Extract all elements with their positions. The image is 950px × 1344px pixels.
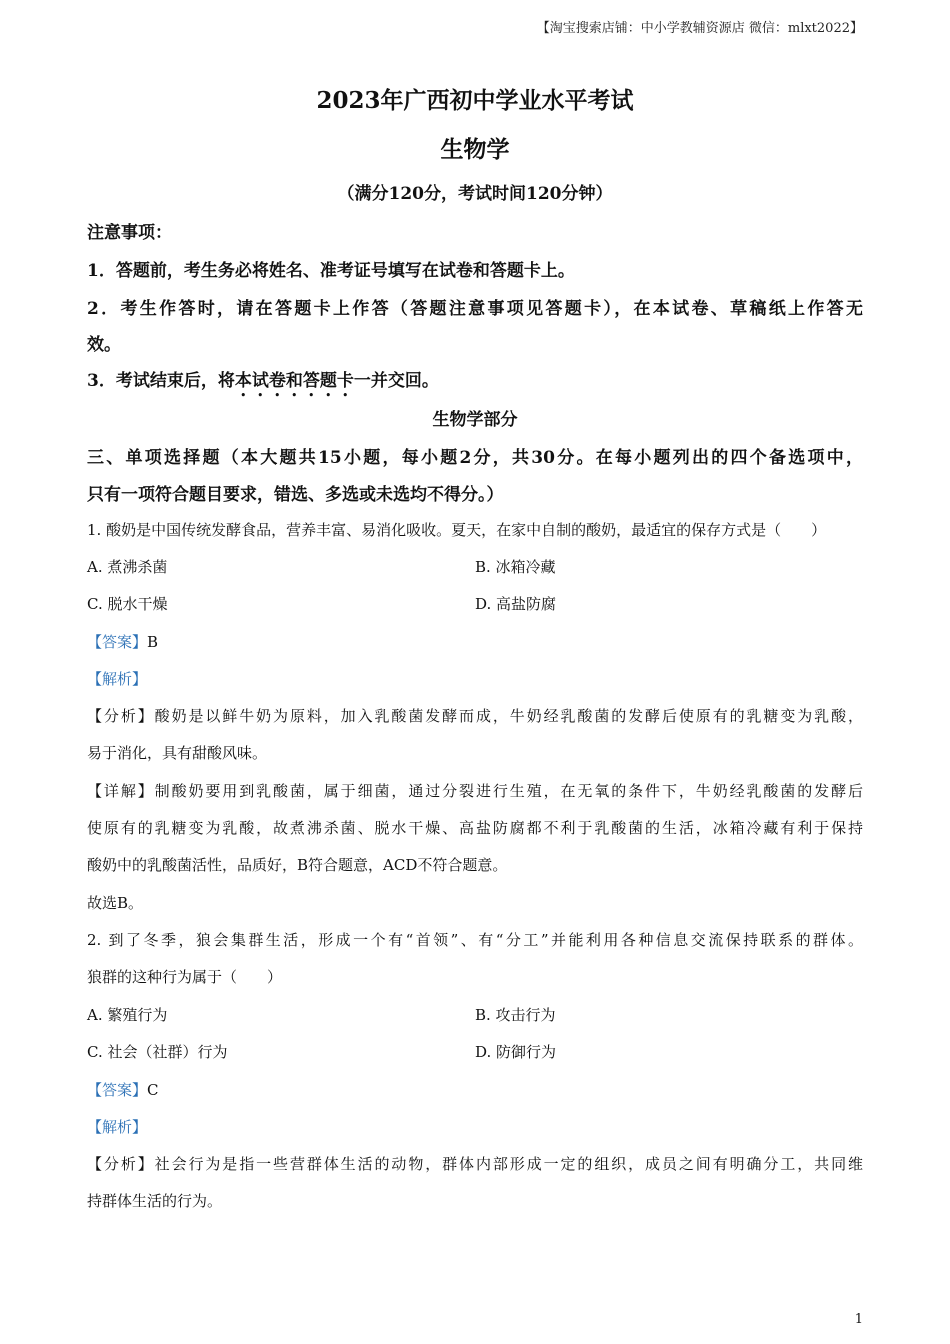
note-item-1: 1．答题前，考生务必将姓名、准考证号填写在试卷和答题卡上。	[87, 261, 575, 281]
answer-tag: 【答案】	[87, 633, 148, 651]
q1-stem: 1. 酸奶是中国传统发酵食品，营养丰富、易消化吸收。夏天，在家中自制的酸奶，最适宜的保存方式是（ ）	[87, 521, 827, 539]
q2-option-b: B. 攻击行为	[475, 1006, 556, 1024]
q1-fenxi	[87, 705, 863, 726]
q2-option-a: A. 繁殖行为	[87, 1006, 168, 1024]
note-item-3-emphasis: 本试卷和答题卡	[234, 371, 354, 391]
q2-option-d: D. 防御行为	[475, 1043, 557, 1061]
q2-answer	[87, 1079, 863, 1100]
q1-conclusion: 故选B。	[87, 894, 144, 912]
q2-stem-cont: 狼群的这种行为属于（ ）	[87, 968, 283, 986]
q1-option-b: B. 冰箱冷藏	[475, 558, 556, 576]
note-item-2: 2．考生作答时，请在答题卡上作答（答题注意事项见答题卡），在本试卷、草稿纸上作答无	[87, 299, 863, 319]
score-time-info: （满分120分，考试时间120分钟）	[337, 184, 613, 204]
notes-heading: 注意事项：	[87, 223, 172, 243]
answer-value: B	[147, 633, 159, 651]
q1-xiangjie	[87, 780, 863, 801]
q1-fenxi-cont: 易于消化，具有甜酸风味。	[87, 744, 268, 762]
answer-value: C	[147, 1081, 159, 1099]
note-item-2-cont: 效。	[87, 335, 121, 355]
q1-xiangjie-cont-1: 使原有的乳糖变为乳酸，故煮沸杀菌、脱水干燥、高盐防腐都不利于乳酸菌的生活，冰箱冷藏有利于保持	[87, 819, 863, 837]
q1-option-a: A. 煮沸杀菌	[87, 558, 168, 576]
q2-option-c: C. 社会（社群）行为	[87, 1043, 228, 1061]
note-item-3-pre: 3．考试结束后，将	[87, 371, 235, 391]
answer-tag: 【答案】	[87, 1081, 148, 1099]
q1-option-c: C. 脱水干燥	[87, 595, 168, 613]
exam-title: 2023年广西初中学业水平考试	[316, 87, 634, 114]
q1-jiexi-tag: 【解析】	[87, 670, 148, 688]
q2-fenxi	[87, 1153, 863, 1174]
xiangjie-text: 制酸奶要用到乳酸菌，属于细菌，通过分裂进行生殖，在无氧的条件下，牛奶经乳酸菌的发酵后	[154, 782, 863, 800]
xiangjie-tag: 【详解】	[87, 782, 155, 800]
q1-option-d: D. 高盐防腐	[475, 595, 557, 613]
fenxi-tag: 【分析】	[87, 707, 155, 725]
q2-fenxi-cont: 持群体生活的行为。	[87, 1192, 223, 1210]
section-instructions: 三、单项选择题（本大题共15小题，每小题2分，共30分。在每小题列出的四个备选项中，	[87, 448, 863, 468]
section-instructions-cont: 只有一项符合题目要求，错选、多选或未选均不得分。）	[87, 485, 504, 505]
subject-title: 生物学	[440, 136, 510, 163]
note-item-3-post: 一并交回。	[353, 371, 439, 391]
watermark-header: 【淘宝搜索店铺：中小学教辅资源店 微信：mlxt2022】	[536, 21, 863, 36]
page-number: 1	[854, 1312, 863, 1327]
section-title: 生物学部分	[432, 410, 518, 430]
q1-xiangjie-cont-2: 酸奶中的乳酸菌活性，品质好，B符合题意，ACD不符合题意。	[87, 856, 508, 874]
fenxi-text: 酸奶是以鲜牛奶为原料，加入乳酸菌发酵而成，牛奶经乳酸菌的发酵后使原有的乳糖变为乳酸，	[154, 707, 863, 725]
fenxi-tag: 【分析】	[87, 1155, 155, 1173]
q2-jiexi-tag: 【解析】	[87, 1118, 148, 1136]
q2-stem: 2. 到了冬季，狼会集群生活，形成一个有“首领”、有“分工”并能利用各种信息交流保持联系的群体。	[87, 931, 863, 949]
q1-answer	[87, 631, 863, 652]
note-item-3	[87, 366, 863, 401]
fenxi-text: 社会行为是指一些营群体生活的动物，群体内部形成一定的组织，成员之间有明确分工，共同维	[154, 1155, 863, 1173]
